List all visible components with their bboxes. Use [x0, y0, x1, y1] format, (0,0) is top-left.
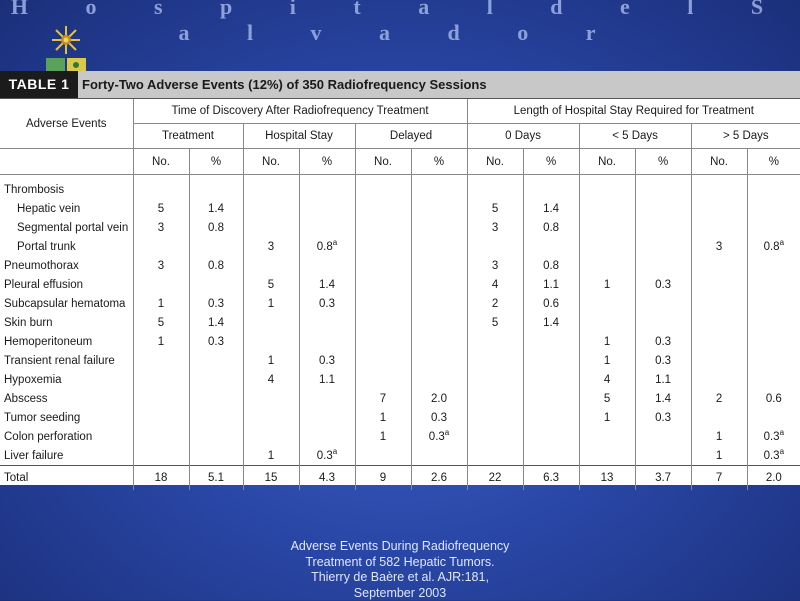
percent-cell	[411, 313, 467, 332]
percent-cell	[411, 332, 467, 351]
count-cell: 1	[579, 408, 635, 427]
percent-cell	[523, 446, 579, 466]
percent-cell	[635, 256, 691, 275]
percent-cell	[189, 175, 243, 200]
count-cell	[467, 427, 523, 446]
count-cell	[133, 427, 189, 446]
count-cell: 5	[467, 313, 523, 332]
count-cell	[579, 218, 635, 237]
percent-cell	[189, 446, 243, 466]
percent-cell	[411, 370, 467, 389]
percent-cell	[411, 446, 467, 466]
percent-cell: 1.4	[523, 199, 579, 218]
percent-cell: 1.1	[299, 370, 355, 389]
count-cell	[467, 175, 523, 200]
count-cell	[355, 275, 411, 294]
subgroup-header: > 5 Days	[691, 124, 800, 149]
count-cell: 1	[133, 294, 189, 313]
percent-cell	[523, 370, 579, 389]
data-table	[0, 99, 800, 490]
count-cell: 1	[579, 351, 635, 370]
count-cell	[243, 389, 299, 408]
total-count-cell: 15	[243, 466, 299, 491]
table-row	[0, 389, 800, 408]
percent-cell	[189, 389, 243, 408]
total-count-cell: 13	[579, 466, 635, 491]
subgroup-header: 0 Days	[467, 124, 579, 149]
percent-cell	[299, 175, 355, 200]
percent-cell: 2.0	[411, 389, 467, 408]
percent-cell: 0.3$^a$	[747, 427, 800, 446]
count-cell: 4	[467, 275, 523, 294]
percent-cell	[747, 313, 800, 332]
count-cell: 1	[355, 408, 411, 427]
count-cell	[691, 275, 747, 294]
percent-cell: 0.3	[635, 351, 691, 370]
count-cell	[467, 370, 523, 389]
percent-cell: 1.4	[635, 389, 691, 408]
event-label: Portal trunk	[0, 237, 133, 256]
total-count-cell: 9	[355, 466, 411, 491]
count-cell	[691, 351, 747, 370]
count-cell	[133, 446, 189, 466]
count-cell	[133, 389, 189, 408]
event-label: Pneumothorax	[0, 256, 133, 275]
citation	[0, 539, 800, 601]
count-cell	[243, 256, 299, 275]
count-cell: 1	[691, 446, 747, 466]
count-cell	[355, 175, 411, 200]
count-cell	[691, 408, 747, 427]
percent-cell	[635, 175, 691, 200]
percent-cell	[747, 256, 800, 275]
table-row	[0, 199, 800, 218]
percent-cell: 0.8$^a$	[747, 237, 800, 256]
count-cell: 2	[691, 389, 747, 408]
percent-cell	[411, 237, 467, 256]
percent-cell	[635, 237, 691, 256]
total-percent-cell: 4.3	[299, 466, 355, 491]
percent-cell	[747, 408, 800, 427]
table-row	[0, 446, 800, 466]
count-cell: 3	[133, 218, 189, 237]
count-cell: 1	[243, 294, 299, 313]
count-cell: 3	[467, 218, 523, 237]
percent-cell: 0.3	[635, 275, 691, 294]
count-cell	[355, 313, 411, 332]
event-label: Hemoperitoneum	[0, 332, 133, 351]
count-cell	[355, 199, 411, 218]
percent-cell: 0.3	[635, 408, 691, 427]
event-label: Liver failure	[0, 446, 133, 466]
percent-cell: 0.8	[189, 218, 243, 237]
no-header: No.	[467, 149, 523, 175]
table-row	[0, 256, 800, 275]
percent-cell: 0.6	[523, 294, 579, 313]
count-cell	[355, 294, 411, 313]
count-cell: 3	[467, 256, 523, 275]
percent-cell	[299, 408, 355, 427]
event-label: Thrombosis	[0, 175, 133, 200]
percent-cell: 1.4	[523, 313, 579, 332]
percent-cell: 1.1	[523, 275, 579, 294]
count-cell	[579, 446, 635, 466]
percent-cell	[299, 332, 355, 351]
event-label: Hepatic vein	[0, 199, 133, 218]
count-cell: 3	[133, 256, 189, 275]
table-row	[0, 313, 800, 332]
event-label: Colon perforation	[0, 427, 133, 446]
event-label: Transient renal failure	[0, 351, 133, 370]
table-row	[0, 408, 800, 427]
count-cell	[243, 199, 299, 218]
table-row	[0, 218, 800, 237]
percent-cell: 0.3	[411, 408, 467, 427]
count-cell	[355, 256, 411, 275]
count-cell: 1	[243, 351, 299, 370]
percent-cell	[189, 370, 243, 389]
percent-cell	[635, 199, 691, 218]
count-cell	[691, 294, 747, 313]
percent-cell: 0.3	[299, 351, 355, 370]
count-cell	[467, 446, 523, 466]
total-count-cell: 7	[691, 466, 747, 491]
percent-cell	[635, 313, 691, 332]
row-header: Adverse Events	[0, 99, 133, 149]
table-row	[0, 332, 800, 351]
count-cell	[467, 389, 523, 408]
percent-cell	[411, 351, 467, 370]
percent-cell	[523, 389, 579, 408]
count-cell	[355, 370, 411, 389]
count-cell: 3	[691, 237, 747, 256]
event-label: Skin burn	[0, 313, 133, 332]
count-cell	[691, 199, 747, 218]
count-cell: 1	[691, 427, 747, 446]
percent-cell: 0.3	[189, 332, 243, 351]
count-cell	[355, 218, 411, 237]
count-cell	[691, 218, 747, 237]
percent-cell	[299, 427, 355, 446]
percent-cell: 0.3	[299, 294, 355, 313]
count-cell: 1	[133, 332, 189, 351]
percent-cell: 0.6	[747, 389, 800, 408]
count-cell: 5	[133, 313, 189, 332]
citation-line: September 2003	[0, 586, 800, 601]
percent-cell: 0.8	[523, 218, 579, 237]
count-cell	[467, 408, 523, 427]
count-cell: 2	[467, 294, 523, 313]
percent-cell	[189, 237, 243, 256]
percent-cell	[189, 351, 243, 370]
count-cell	[133, 408, 189, 427]
percent-cell: 0.3	[635, 332, 691, 351]
percent-cell: 1.4	[299, 275, 355, 294]
percent-cell: 0.8$^a$	[299, 237, 355, 256]
percent-cell	[299, 389, 355, 408]
count-cell	[579, 313, 635, 332]
event-label: Hypoxemia	[0, 370, 133, 389]
percent-cell	[747, 175, 800, 200]
count-cell	[355, 351, 411, 370]
count-cell	[243, 218, 299, 237]
percent-cell	[747, 370, 800, 389]
count-cell: 7	[355, 389, 411, 408]
total-percent-cell: 2.6	[411, 466, 467, 491]
count-cell	[133, 351, 189, 370]
citation-line: Adverse Events During Radiofrequency	[0, 539, 800, 555]
percent-cell: 1.1	[635, 370, 691, 389]
count-cell	[243, 427, 299, 446]
percent-cell	[189, 275, 243, 294]
subgroup-header: < 5 Days	[579, 124, 691, 149]
count-cell	[133, 275, 189, 294]
count-cell	[133, 237, 189, 256]
percent-cell	[635, 427, 691, 446]
pct-header: %	[189, 149, 243, 175]
hospital-name: H o s p i t a l d e l S a l v a d o r	[0, 0, 800, 46]
pct-header: %	[635, 149, 691, 175]
percent-cell	[523, 237, 579, 256]
count-cell	[467, 332, 523, 351]
table-row	[0, 351, 800, 370]
event-label: Pleural effusion	[0, 275, 133, 294]
count-cell	[243, 175, 299, 200]
pct-header: %	[747, 149, 800, 175]
event-label: Segmental portal vein	[0, 218, 133, 237]
percent-cell	[299, 218, 355, 237]
no-header: No.	[691, 149, 747, 175]
group-header-discovery: Time of Discovery After Radiofrequency Treatment	[133, 99, 467, 124]
total-row	[0, 466, 800, 491]
percent-cell: 0.3$^a$	[411, 427, 467, 446]
count-cell	[355, 237, 411, 256]
percent-cell	[523, 175, 579, 200]
count-cell	[579, 256, 635, 275]
no-header: No.	[355, 149, 411, 175]
no-header: No.	[133, 149, 189, 175]
group-header-stay: Length of Hospital Stay Required for Treatment	[467, 99, 800, 124]
percent-cell	[411, 275, 467, 294]
subgroup-header: Delayed	[355, 124, 467, 149]
count-cell	[355, 446, 411, 466]
percent-cell	[747, 294, 800, 313]
percent-cell: 0.3$^a$	[747, 446, 800, 466]
count-cell	[691, 175, 747, 200]
count-cell	[579, 237, 635, 256]
percent-cell: 0.8	[523, 256, 579, 275]
percent-cell	[523, 332, 579, 351]
count-cell: 4	[243, 370, 299, 389]
percent-cell	[299, 256, 355, 275]
percent-cell	[411, 256, 467, 275]
percent-cell	[747, 199, 800, 218]
count-cell: 5	[467, 199, 523, 218]
pct-header: %	[411, 149, 467, 175]
event-label: Abscess	[0, 389, 133, 408]
total-count-cell: 22	[467, 466, 523, 491]
citation-line: Thierry de Baère et al. AJR:181,	[0, 570, 800, 586]
percent-cell: 0.3	[189, 294, 243, 313]
pct-header: %	[523, 149, 579, 175]
event-label: Tumor seeding	[0, 408, 133, 427]
count-cell: 1	[355, 427, 411, 446]
percent-cell	[747, 332, 800, 351]
total-label: Total	[0, 466, 133, 491]
citation-line: Treatment of 582 Hepatic Tumors.	[0, 555, 800, 571]
percent-cell	[523, 408, 579, 427]
count-cell	[243, 408, 299, 427]
percent-cell	[411, 218, 467, 237]
count-cell: 1	[579, 332, 635, 351]
event-label: Subcapsular hematoma	[0, 294, 133, 313]
table-caption	[0, 71, 800, 99]
count-cell	[579, 175, 635, 200]
percent-cell	[411, 294, 467, 313]
percent-cell: 1.4	[189, 313, 243, 332]
total-percent-cell: 5.1	[189, 466, 243, 491]
percent-cell	[747, 275, 800, 294]
count-cell	[133, 175, 189, 200]
count-cell: 4	[579, 370, 635, 389]
blank-header	[0, 149, 133, 175]
percent-cell	[411, 175, 467, 200]
count-cell	[579, 427, 635, 446]
percent-cell	[747, 218, 800, 237]
table-row	[0, 237, 800, 256]
count-cell	[691, 313, 747, 332]
percent-cell	[299, 313, 355, 332]
percent-cell: 0.8	[189, 256, 243, 275]
percent-cell	[523, 427, 579, 446]
count-cell	[579, 294, 635, 313]
count-cell	[691, 332, 747, 351]
hospital-logo-icon	[42, 24, 92, 76]
percent-cell	[411, 199, 467, 218]
count-cell: 5	[133, 199, 189, 218]
table-row	[0, 370, 800, 389]
count-cell: 3	[243, 237, 299, 256]
percent-cell	[635, 446, 691, 466]
count-cell	[355, 332, 411, 351]
subgroup-header: Treatment	[133, 124, 243, 149]
table-row	[0, 294, 800, 313]
total-percent-cell: 3.7	[635, 466, 691, 491]
table-row	[0, 275, 800, 294]
count-cell	[467, 351, 523, 370]
count-cell	[243, 332, 299, 351]
percent-cell	[189, 408, 243, 427]
count-cell	[691, 370, 747, 389]
total-percent-cell: 2.0	[747, 466, 800, 491]
no-header: No.	[579, 149, 635, 175]
count-cell: 5	[579, 389, 635, 408]
percent-cell	[635, 218, 691, 237]
table-row	[0, 175, 800, 200]
count-cell	[243, 313, 299, 332]
adverse-events-table	[0, 71, 800, 485]
count-cell	[691, 256, 747, 275]
no-header: No.	[243, 149, 299, 175]
percent-cell	[747, 351, 800, 370]
count-cell	[133, 370, 189, 389]
count-cell	[467, 237, 523, 256]
subgroup-header: Hospital Stay	[243, 124, 355, 149]
table-tag: TABLE 1	[0, 71, 78, 98]
percent-cell: 0.3$^a$	[299, 446, 355, 466]
table-title: Forty-Two Adverse Events (12%) of 350 Radiofrequency Sessions	[82, 71, 487, 98]
count-cell	[579, 199, 635, 218]
percent-cell	[189, 427, 243, 446]
percent-cell: 1.4	[189, 199, 243, 218]
percent-cell	[635, 294, 691, 313]
total-count-cell: 18	[133, 466, 189, 491]
total-percent-cell: 6.3	[523, 466, 579, 491]
count-cell: 1	[579, 275, 635, 294]
percent-cell	[523, 351, 579, 370]
count-cell: 1	[243, 446, 299, 466]
pct-header: %	[299, 149, 355, 175]
count-cell: 5	[243, 275, 299, 294]
percent-cell	[299, 199, 355, 218]
table-row	[0, 427, 800, 446]
